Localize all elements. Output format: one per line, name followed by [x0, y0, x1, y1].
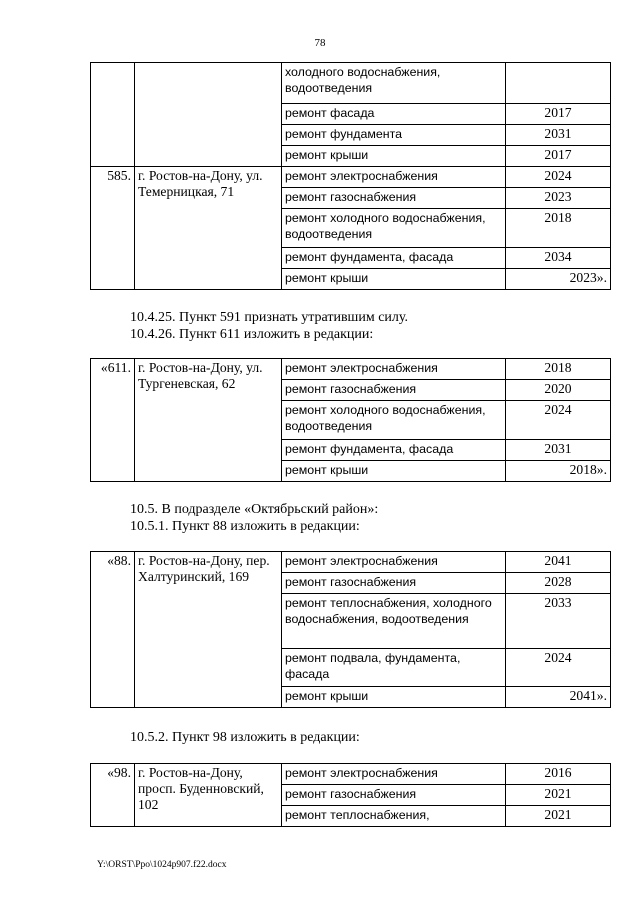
- year-cell: 2034: [506, 248, 611, 269]
- year-cell: 2016: [506, 764, 611, 785]
- table-item-98: [90, 763, 611, 827]
- year-cell: 2021: [506, 785, 611, 806]
- year-cell: 2018: [506, 359, 611, 380]
- table-row: [91, 552, 611, 573]
- year-cell: 2020: [506, 380, 611, 401]
- year-cell: [506, 63, 611, 104]
- item-number: «88.: [91, 552, 135, 708]
- year-cell: 2018: [506, 209, 611, 248]
- year-cell: 2017: [506, 104, 611, 125]
- year-cell: 2041».: [506, 687, 611, 708]
- work-cell: ремонт теплоснабжения,: [282, 806, 506, 827]
- work-cell: ремонт электроснабжения: [282, 552, 506, 573]
- work-cell: ремонт газоснабжения: [282, 785, 506, 806]
- year-cell: 2021: [506, 806, 611, 827]
- item-address: г. Ростов-на-Дону, просп. Буденновский, 102: [135, 764, 282, 827]
- year-cell: 2024: [506, 649, 611, 687]
- paragraph-10-5: 10.5. В подразделе «Октябрьский район»:: [130, 502, 379, 517]
- item-number: «611.: [91, 359, 135, 482]
- work-cell: холодного водоснабжения, водоотведения: [282, 63, 506, 104]
- table-continuation: [90, 62, 611, 290]
- item-address: г. Ростов-на-Дону, пер. Халтуринский, 169: [135, 552, 282, 708]
- footer-file-path: Y:\ORST\Ppo\1024p907.f22.docx: [97, 860, 227, 870]
- item-address: г. Ростов-на-Дону, ул. Тургеневская, 62: [135, 359, 282, 482]
- paragraph-10-5-2: 10.5.2. Пункт 98 изложить в редакции:: [130, 730, 360, 745]
- year-cell: 2018».: [506, 461, 611, 482]
- work-cell: ремонт крыши: [282, 461, 506, 482]
- work-cell: ремонт фундамента, фасада: [282, 248, 506, 269]
- work-cell: ремонт крыши: [282, 269, 506, 290]
- year-cell: 2017: [506, 146, 611, 167]
- work-cell: ремонт газоснабжения: [282, 188, 506, 209]
- item-number: 585.: [91, 167, 135, 290]
- work-cell: ремонт крыши: [282, 687, 506, 708]
- work-cell: ремонт газоснабжения: [282, 573, 506, 594]
- page-number: 78: [314, 37, 326, 49]
- table-row: [91, 764, 611, 785]
- work-cell: ремонт фасада: [282, 104, 506, 125]
- paragraph-10-5-1: 10.5.1. Пункт 88 изложить в редакции:: [130, 519, 360, 534]
- year-cell: 2023: [506, 188, 611, 209]
- paragraph-10-4-26: 10.4.26. Пункт 611 изложить в редакции:: [130, 327, 374, 342]
- work-cell: ремонт холодного водоснабжения, водоотведения: [282, 401, 506, 440]
- year-cell: 2031: [506, 125, 611, 146]
- work-cell: ремонт газоснабжения: [282, 380, 506, 401]
- table-item-611: [90, 358, 611, 482]
- year-cell: 2024: [506, 167, 611, 188]
- work-cell: ремонт электроснабжения: [282, 764, 506, 785]
- work-cell: ремонт фундамента, фасада: [282, 440, 506, 461]
- year-cell: 2033: [506, 594, 611, 649]
- table-row: [91, 167, 611, 188]
- year-cell: 2031: [506, 440, 611, 461]
- table-row: [91, 63, 611, 104]
- item-number: «98.: [91, 764, 135, 827]
- year-cell: 2024: [506, 401, 611, 440]
- year-cell: 2028: [506, 573, 611, 594]
- table-item-88: [90, 551, 611, 708]
- work-cell: ремонт электроснабжения: [282, 359, 506, 380]
- year-cell: 2041: [506, 552, 611, 573]
- work-cell: ремонт крыши: [282, 146, 506, 167]
- address-cell: [135, 63, 282, 167]
- table-row: [91, 359, 611, 380]
- work-cell: ремонт холодного водоснабжения, водоотведения: [282, 209, 506, 248]
- work-cell: ремонт электроснабжения: [282, 167, 506, 188]
- item-address: г. Ростов-на-Дону, ул. Темерницкая, 71: [135, 167, 282, 290]
- work-cell: ремонт теплоснабжения, холодного водоснабжения, водоотведения: [282, 594, 506, 649]
- number-cell: [91, 63, 135, 167]
- work-cell: ремонт фундамента: [282, 125, 506, 146]
- work-cell: ремонт подвала, фундамента, фасада: [282, 649, 506, 687]
- paragraph-10-4-25: 10.4.25. Пункт 591 признать утратившим силу.: [130, 310, 408, 325]
- year-cell: 2023».: [506, 269, 611, 290]
